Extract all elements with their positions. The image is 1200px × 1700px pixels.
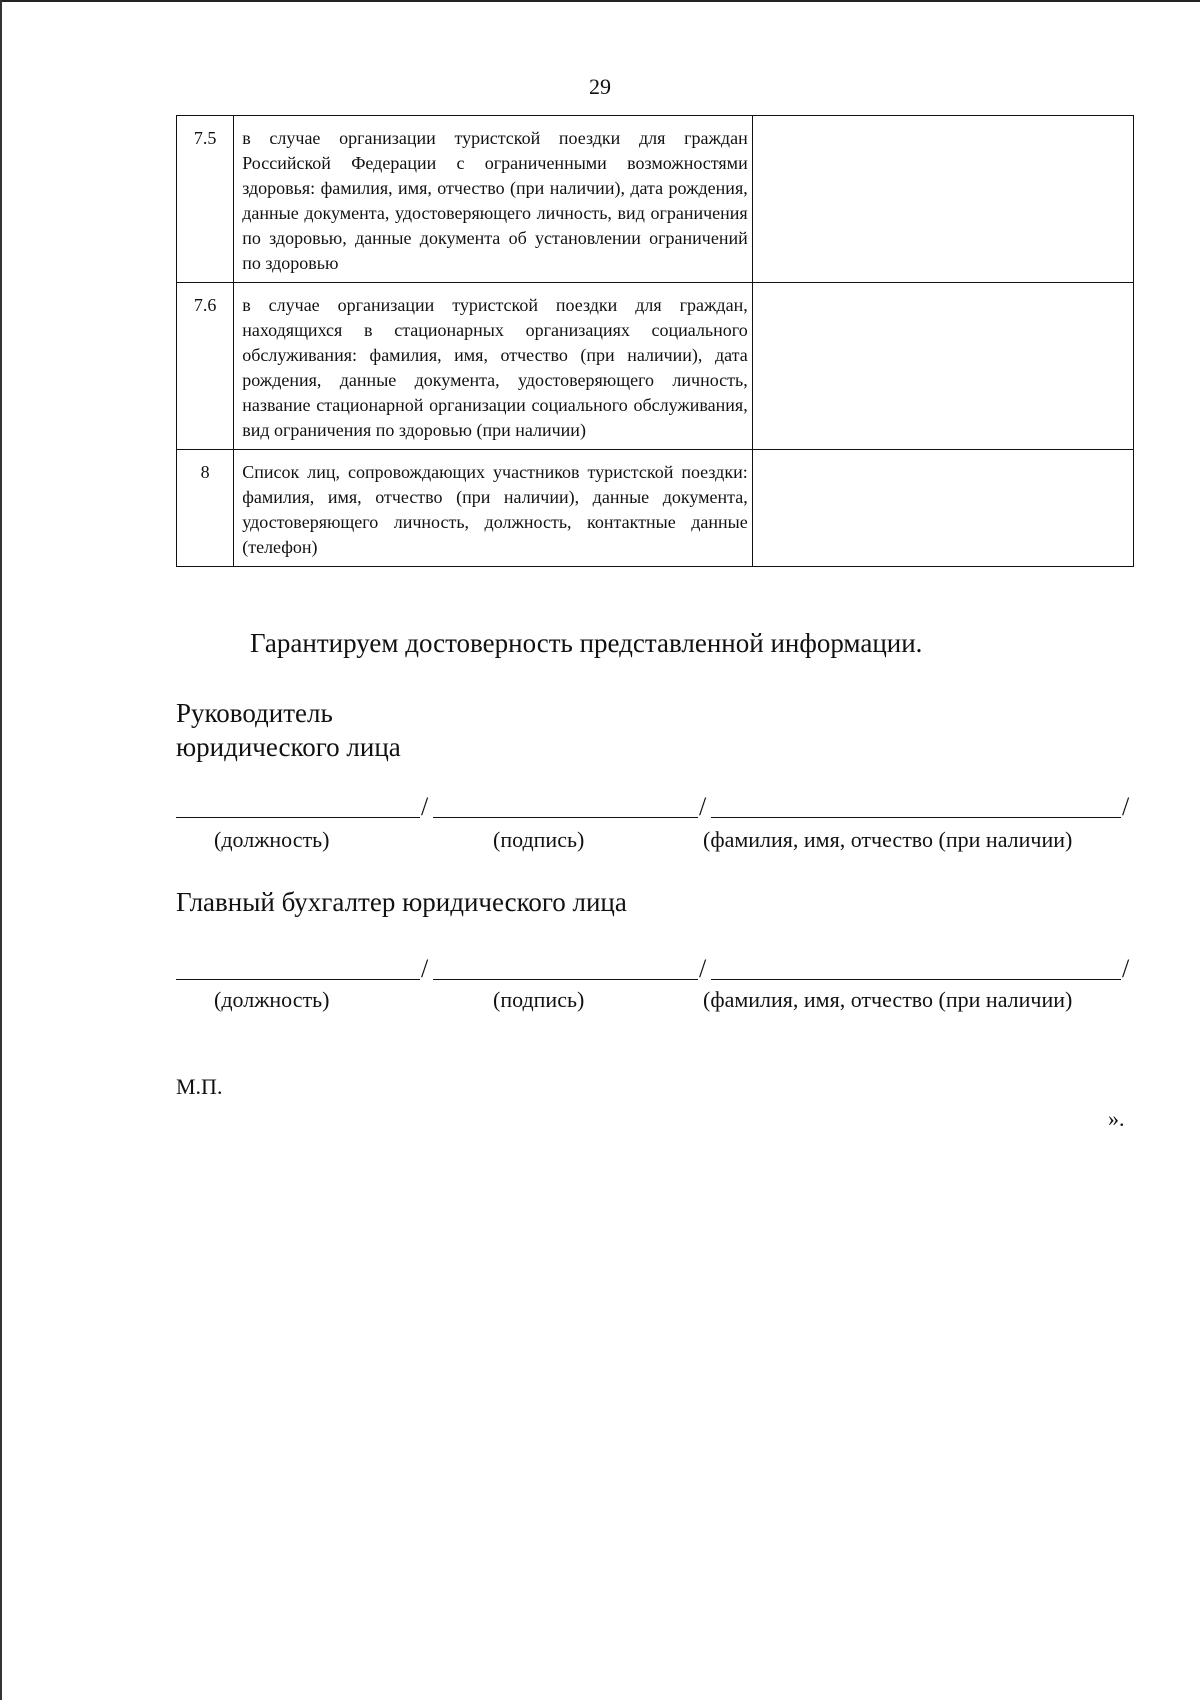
row-description: Список лиц, сопровождающих участников туристской поездки: фамилия, имя, отчество (при наличии), данные документа, удостоверяющего личность, должность, контактные данные (телефон) [234,450,753,567]
table-row [177,116,1134,283]
signature-line [433,979,698,980]
head-title [176,696,401,764]
page-number: 29 [589,74,611,99]
signature-line [433,817,698,818]
row-number: 7.5 [177,116,234,283]
separator-slash: / [421,954,429,983]
top-border-rule [0,0,1200,2]
row-number: 8 [177,450,234,567]
row-value-cell [752,283,1133,450]
requirements-table [176,115,1134,567]
position-line [176,817,420,818]
table-row [177,283,1134,450]
row-number: 7.6 [177,283,234,450]
stamp-placeholder: М.П. [176,1074,223,1099]
row-description: в случае организации туристской поездки для граждан Российской Федерации с ограниченными возможностями здоровья: фамилия, имя, отчество (при наличии), дата рождения, данные документа, удостоверяющего личность, вид ограничения по здоровью, данные документа об установлении ограничений по здоровью [234,116,753,283]
caption-signature: (подпись) [493,987,585,1012]
separator-slash: / [699,792,707,821]
name-line [711,817,1121,818]
position-line [176,979,420,980]
head-title-line1: Руководитель [176,698,333,728]
separator-slash: / [1122,792,1130,821]
left-scan-edge [0,0,2,1700]
row-value-cell [752,450,1133,567]
separator-slash: / [421,792,429,821]
caption-name: (фамилия, имя, отчество (при наличии) [703,827,1073,852]
separator-slash: / [699,954,707,983]
caption-position: (должность) [214,987,330,1012]
name-line [711,979,1121,980]
caption-position: (должность) [214,827,330,852]
table-row [177,450,1134,567]
caption-signature: (подпись) [493,827,585,852]
guarantee-statement: Гарантируем достоверность представленной информации. [250,628,923,658]
separator-slash: / [1122,954,1130,983]
caption-name: (фамилия, имя, отчество (при наличии) [703,987,1073,1012]
closing-quote: ». [1108,1106,1125,1131]
accountant-title: Главный бухгалтер юридического лица [176,887,627,917]
head-title-line2: юридического лица [176,732,401,762]
row-value-cell [752,116,1133,283]
row-description: в случае организации туристской поездки для граждан, находящихся в стационарных организациях социального обслуживания: фамилия, имя, отчество (при наличии), дата рождения, данные документа, удостоверяющего личность, название стационарной организации социального обслуживания, вид ограничения по здоровью (при наличии) [234,283,753,450]
